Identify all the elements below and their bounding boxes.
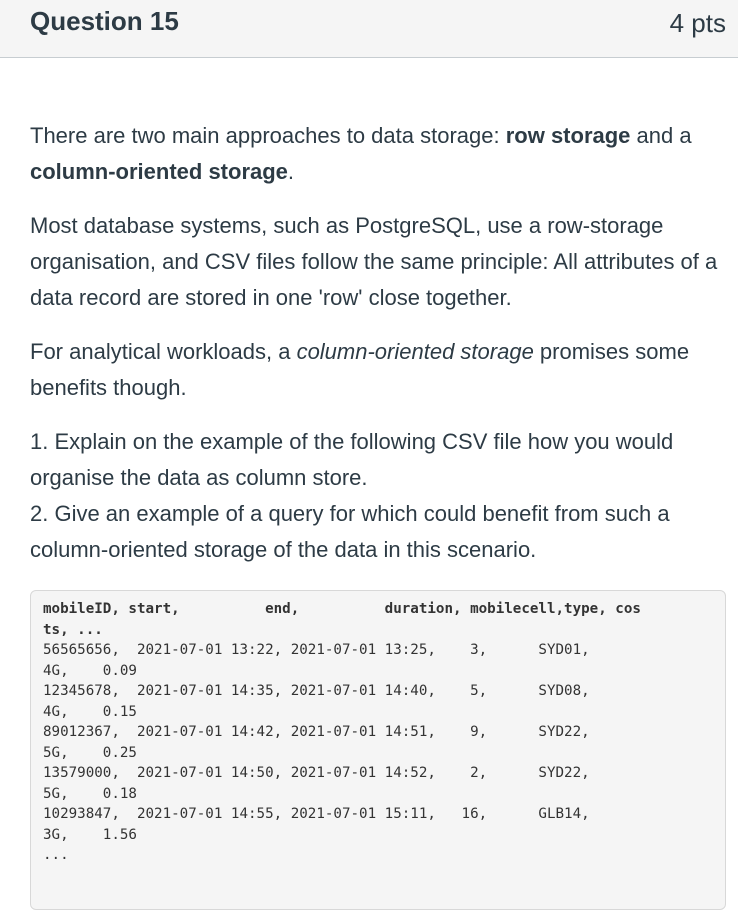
row-storage-paragraph: Most database systems, such as PostgreSQL, use a row-storage organisation, and CSV files follow the same principle: All attributes of a data record are stored in one 'row' close together. [30, 213, 718, 310]
intro-text-1: There are two main approaches to data storage: [30, 123, 506, 148]
csv-code-block [30, 590, 726, 910]
analytical-text-1: For analytical workloads, a [30, 339, 297, 364]
intro-bold-column-storage: column-oriented storage [30, 159, 288, 184]
question-points: 4 pts [669, 8, 726, 38]
task-item-2: 2. Give an example of a query for which could benefit from such a column-oriented storage of the data in this scenario. [30, 501, 670, 562]
intro-text-3: . [287, 159, 295, 184]
question-header [0, 0, 738, 58]
analytical-italic: column-oriented storage [296, 339, 534, 364]
task-item-1: 1. Explain on the example of the following CSV file how you would organise the data as column store. [30, 429, 674, 490]
csv-content [43, 599, 713, 866]
intro-bold-row-storage: row storage [505, 123, 631, 148]
intro-text-2: and a [630, 123, 692, 148]
intro-paragraph [30, 118, 730, 190]
csv-header: mobileID, start, end, duration, mobilecell,type, cos ts, ... [43, 601, 641, 638]
question-title: Question 15 [30, 6, 179, 36]
analytical-text-2: promises some benefits though. [30, 339, 690, 400]
analytical-paragraph [30, 334, 730, 406]
question-text [30, 118, 730, 568]
csv-rows: 56565656, 2021-07-01 13:22, 2021-07-01 13:25, 3, SYD01, 4G, 0.09 12345678, 2021-07-01 14:35, 2021-07-01 14:40, 5, SYD08, 4G, 0.15 89012367, 2021-07-01 14:42, 2021-07-01 14:51, 9, SYD22, 5G, 0.25 13579000, 2021-07-01 14:50, 2021-07-01 14:52, 2, SYD22, 5G, 0.18 10293847, 2021-07-01 14:55, 2021-07-01 15:11, 16, GLB14, 3G, 1.56 ... [43, 642, 590, 863]
